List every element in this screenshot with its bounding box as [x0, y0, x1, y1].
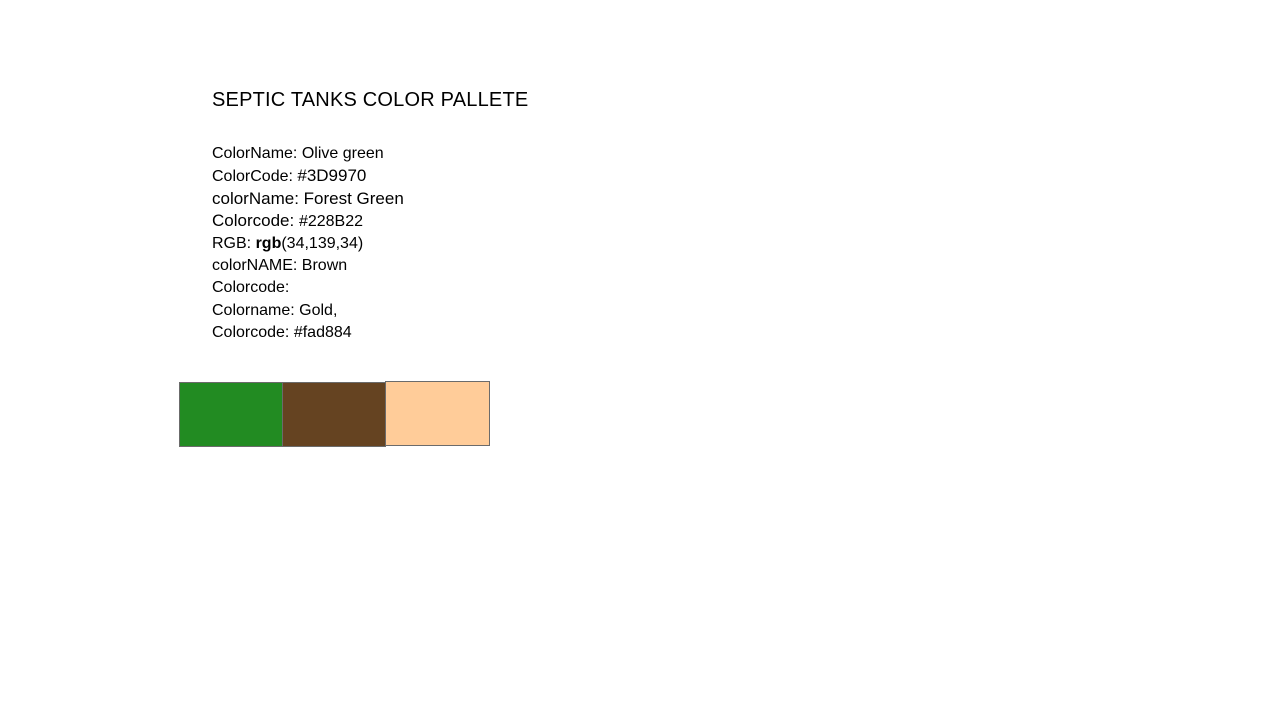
line-label: ColorName:	[212, 145, 302, 162]
line-value: #228B22	[298, 213, 363, 231]
line-label: Colorcode:	[212, 279, 290, 297]
line-label: colorName:	[212, 188, 304, 208]
color-line	[212, 300, 404, 322]
color-line	[212, 277, 404, 299]
line-value: Gold,	[299, 301, 338, 319]
color-line	[212, 322, 404, 344]
line-value: Brown	[301, 256, 348, 274]
line-value: Olive green	[301, 145, 384, 162]
color-line	[212, 233, 404, 255]
line-value: #3D9970	[297, 166, 367, 186]
color-line	[212, 188, 404, 210]
line-label: Colorcode:	[212, 211, 299, 231]
color-line	[212, 255, 404, 277]
color-line	[212, 210, 404, 232]
line-label: ColorCode:	[212, 168, 298, 186]
line-label: Colorname:	[212, 301, 300, 319]
line-label: RGB:	[212, 234, 256, 252]
line-value: #fad884	[293, 324, 352, 342]
color-list	[212, 143, 404, 345]
swatch-forest-green	[179, 382, 283, 447]
swatch-brown	[282, 382, 386, 447]
color-swatches	[179, 381, 490, 447]
line-bold: rgb	[255, 234, 282, 252]
line-label: colorNAME:	[212, 256, 302, 274]
line-value: (34,139,34)	[281, 234, 364, 252]
line-value: Forest Green	[303, 188, 404, 208]
color-line	[212, 143, 404, 165]
line-label: Colorcode:	[212, 324, 294, 342]
swatch-peach	[385, 381, 490, 446]
color-line	[212, 165, 404, 187]
page-title: SEPTIC TANKS COLOR PALLETE	[212, 89, 529, 111]
